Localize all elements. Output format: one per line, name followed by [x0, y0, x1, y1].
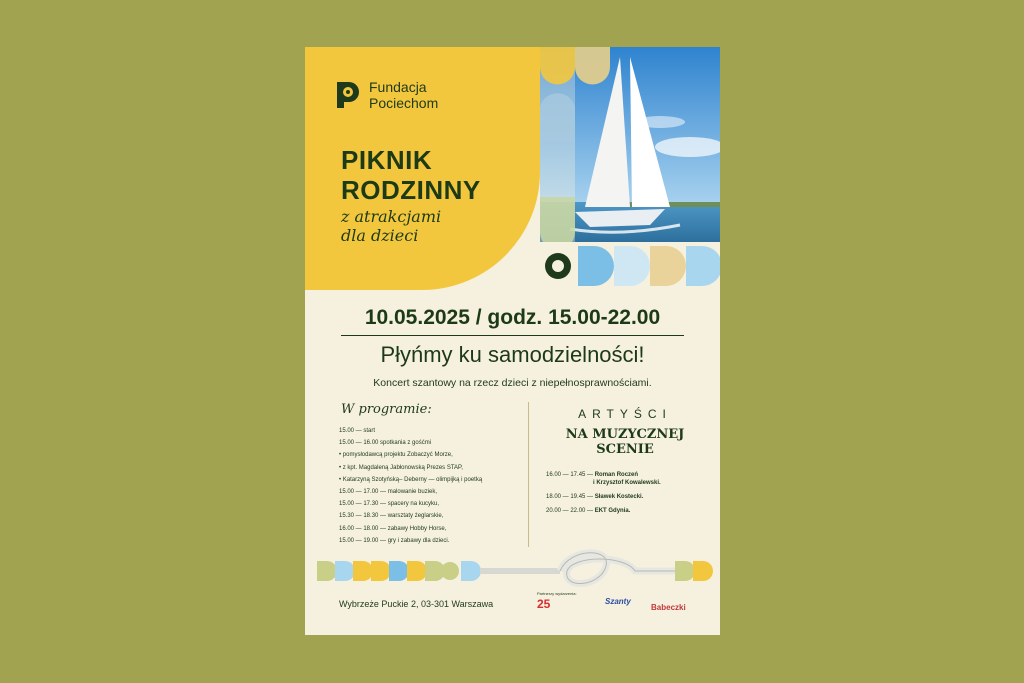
title-line-1: PIKNIK	[341, 145, 433, 175]
event-slogan: Płyńmy ku samodzielności!	[380, 342, 645, 367]
program-item: 15.00 — 19.00 — gry i zabawy dla dzieci.	[339, 537, 450, 544]
divider	[341, 335, 684, 336]
program-item: • z kpt. Magdaleną Jabłonowską Prezes STAP,	[339, 464, 463, 471]
artist-time: 20.00 — 22.00 —	[546, 508, 594, 514]
foundation-logo	[335, 79, 438, 111]
program-list	[339, 425, 529, 547]
logo-line-2: Pociechom	[369, 95, 439, 111]
program-item: 15.00 — 17.00 — malowanie buziek,	[339, 489, 438, 496]
artists-subheading-line-2: SCENIE	[596, 442, 654, 457]
decorative-tiles-top	[540, 242, 720, 290]
artist-item	[546, 493, 661, 501]
event-title	[341, 145, 481, 205]
program-item: 15.00 — 16.00 spotkania z gośćmi	[339, 440, 432, 447]
artist-name-2: i Krzysztof Kowalewski.	[593, 480, 661, 486]
rope-knot-decoration	[305, 547, 720, 597]
program-item: 16.00 — 18.00 — zabawy Hobby Horse,	[339, 525, 447, 532]
pociechom-logo-icon	[335, 80, 361, 110]
artists-subheading-line-1: NA MUZYCZNEJ	[565, 427, 685, 442]
event-subtitle	[341, 207, 441, 245]
sailboat-photo	[540, 47, 720, 242]
artists-heading: ARTYŚCI	[578, 407, 672, 421]
artist-item	[546, 471, 661, 487]
artists-subheading	[530, 427, 720, 457]
partner-logo-shanty: Szanty	[605, 597, 631, 606]
artist-name: Sławek Kostecki.	[594, 494, 644, 500]
event-date: 10.05.2025 / godz. 15.00-22.00	[364, 306, 661, 329]
program-item: 15.00 — start	[339, 428, 376, 434]
program-heading: W programie:	[341, 402, 432, 417]
program-item: 15.30 — 18.30 — warsztaty żeglarskie,	[339, 513, 444, 520]
title-line-2: RODZINNY	[341, 175, 481, 205]
partner-logo-anniversary: 25	[537, 597, 551, 611]
partners-label: Partnerzy wydarzenia:	[537, 591, 577, 596]
column-divider	[528, 402, 529, 547]
subtitle-line-1: z atrakcjami	[341, 207, 442, 226]
concert-description: Koncert szantowy na rzecz dzieci z niepełnosprawnościami.	[373, 377, 652, 389]
artist-item	[546, 507, 661, 515]
artists-list	[546, 471, 661, 521]
program-item: 15.00 — 17.30 — spacery na kucyku,	[339, 501, 440, 508]
program-item: • Katarzyną Szotyńską– Deberny — olimpijką i poetką	[339, 476, 483, 483]
subtitle-line-2: dla dzieci	[341, 226, 419, 245]
partner-logo-babeczki: Babeczki	[651, 603, 686, 612]
artist-time: 18.00 — 19.45 —	[546, 494, 594, 500]
logo-line-1: Fundacja	[369, 79, 427, 95]
program-item: • pomysłodawcą projektu Zobaczyć Morze,	[339, 452, 453, 459]
artist-name: EKT Gdynia.	[594, 508, 631, 514]
event-poster	[305, 47, 720, 635]
artist-name: Roman Roczeń	[594, 472, 639, 478]
event-address: Wybrzeże Puckie 2, 03-301 Warszawa	[339, 599, 494, 609]
artist-time: 16.00 — 17.45 —	[546, 472, 594, 478]
